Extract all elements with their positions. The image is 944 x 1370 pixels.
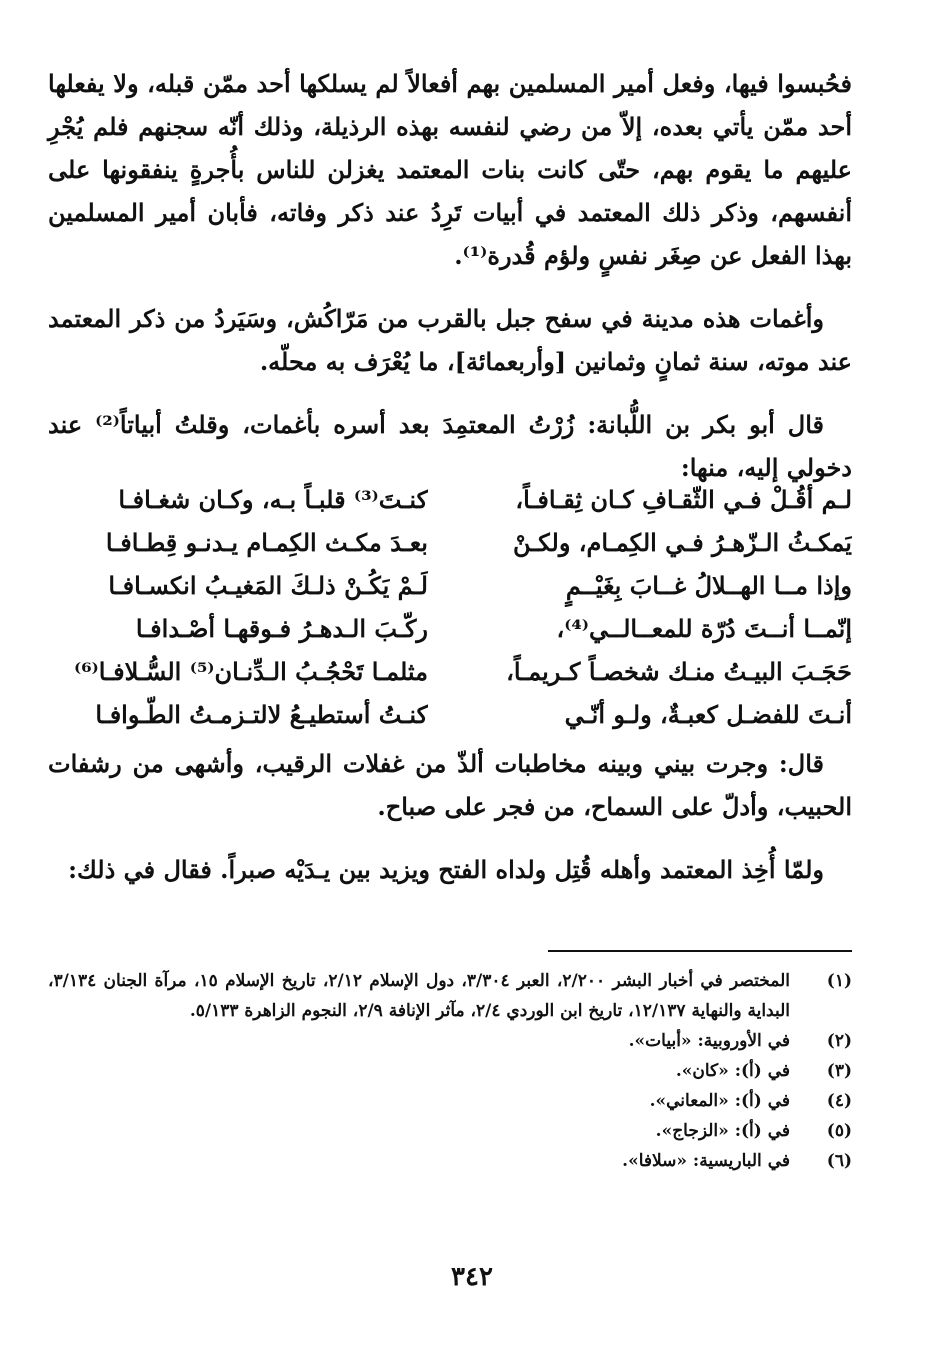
footnote <box>48 1056 852 1086</box>
footnotes <box>48 966 852 1176</box>
footnote <box>48 966 852 1026</box>
main-text <box>48 62 852 509</box>
footnote-number: (٣) <box>826 1061 852 1081</box>
verse-second-hemistich: ركّـبَ الـدهـرُ فـوقهـا أصْـدافـا <box>135 614 428 643</box>
footnote <box>48 1026 852 1056</box>
footnote-text: في الباريسية: «سلافا». <box>622 1151 790 1171</box>
footnote-text: في (أ): «الزجاج». <box>655 1121 790 1141</box>
verse-row <box>48 607 852 650</box>
verse-row <box>48 521 852 564</box>
paragraph-5: ولمّا أُخِذ المعتمد وأهله قُتِل ولداه الفتح ويزيد بين يـدَيْه صبراً. فقال في ذلك: <box>68 855 824 884</box>
verse-second-hemistich: كنـتُ أستطيـعُ لالتـزمـتُ الطّـوافـا <box>95 700 428 729</box>
verse-first-hemistich: لـم أقُـلْ فـي الثّقـافِ كـان ثِقـافـاً، <box>515 485 852 514</box>
footnote-number: (٥) <box>826 1121 852 1141</box>
footnote-separator <box>548 950 852 952</box>
verse-second-hemistich: كنـتَ⁽³⁾ قلبـاً بـه، وكـان شغـافـا <box>118 485 428 514</box>
verse-row <box>48 693 852 736</box>
paragraph-2: وأغمات هذه مدينة في سفح جبل بالقرب من مَرّاكُش، وسَيَردُ من ذكر المعتمد عند موته، سنة ثمانٍ وثمانين [وأربعمائة]، ما يُعْرَف به محلّه. <box>48 304 852 376</box>
verse-row <box>48 478 852 521</box>
footnote-number: (٦) <box>826 1151 852 1171</box>
footnote-text: في الأوروبية: «أبيات». <box>628 1031 790 1051</box>
footnote-text: في (أ): «كان». <box>675 1061 790 1081</box>
lower-text <box>48 742 852 911</box>
verse-second-hemistich: لَـمْ يَكُـنْ ذلـكَ المَغيـبُ انكسـافـا <box>108 571 428 600</box>
verse-second-hemistich: مثلمـا تَحْجُـبُ الـدِّنـان⁽⁵⁾ السُّـلافـا⁽⁶⁾ <box>73 657 428 686</box>
poem-verses <box>48 478 852 736</box>
verse-first-hemistich: وإذا مــا الهــلالُ غــابَ بِغَيْــمٍ <box>565 571 852 600</box>
verse-first-hemistich: حَجَـبَ البيـتُ منـك شخصـاً كـريمـاً، <box>506 657 852 686</box>
paragraph-1: فحُبسوا فيها، وفعل أمير المسلمين بهم أفعالاً لم يسلكها أحد ممّن قبله، ولا يفعلها أحد ممّن يأتي بعده، إلاّ من رضي لنفسه بهذه الرذيلة، وذلك أنّه سجنهم فلم يُجْرِ عليهم ما يقوم بهم، حتّى كانت بنات المعتمد يغزلن للناس بأُجرةٍ ينفقونها على أنفسهم، وذكر ذلك المعتمد في أبيات تَرِدُ عند ذكر وفاته، فأبان أمير المسلمين بهذا الفعل عن صِغَر نفسٍ ولؤم قُدرة⁽¹⁾. <box>48 69 852 270</box>
footnote <box>48 1116 852 1146</box>
footnote-number: (١) <box>826 971 852 991</box>
paragraph-4: قال: وجرت بيني وبينه مخاطبات ألذّ من غفلات الرقيب، وأشهى من رشفات الحبيب، وأدلّ على السماح، من فجر على صباح. <box>48 749 852 821</box>
footnote-number: (٤) <box>826 1091 852 1111</box>
paragraph-3: قال أبو بكر بن اللُّبانة: زُرْتُ المعتمِدَ بعد أسره بأغمات، وقلتُ أبياتاً⁽²⁾ عند دخولي إليه، منها: <box>48 410 852 482</box>
footnote <box>48 1086 852 1116</box>
footnote <box>48 1146 852 1176</box>
verse-second-hemistich: بعـدَ مكـث الكِمـام يـدنـو قِطـافـا <box>105 528 428 557</box>
verse-first-hemistich: أنـتَ للفضـل كعبـةٌ، ولـو أنّـي <box>564 700 852 729</box>
verse-first-hemistich: إنّمــا أنــتَ دُرّة للمعــالــي⁽⁴⁾، <box>556 614 852 643</box>
verse-first-hemistich: يَمكـثُ الـزّهـرُ فـي الكِمـام، ولكـنْ <box>512 528 852 557</box>
page-number: ٣٤٢ <box>451 1262 493 1292</box>
footnote-text: في (أ): «المعاني». <box>649 1091 790 1111</box>
verse-row <box>48 650 852 693</box>
footnote-text: المختصر في أخبار البشر ٢/٢٠٠، العبر ٣/٣٠٤، دول الإسلام ٢/١٢، تاريخ الإسلام ١٥، مرآة الجنان ٣/١٣٤، البداية والنهاية ١٢/١٣٧، تاريخ ابن الوردي ٢/٤، مآثر الإنافة ٢/٩، النجوم الزاهرة ٥/١٣٣. <box>48 971 790 1021</box>
footnote-number: (٢) <box>826 1031 852 1051</box>
verse-row <box>48 564 852 607</box>
